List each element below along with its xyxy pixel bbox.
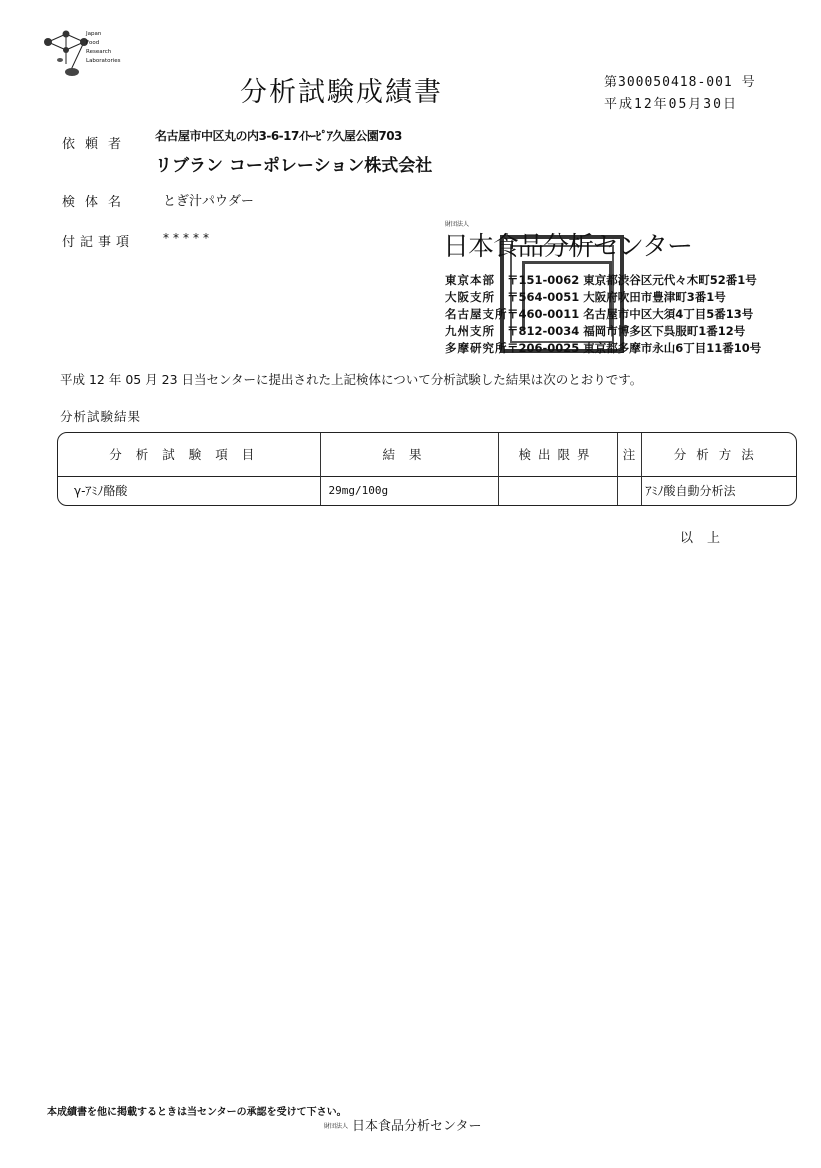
office-name: 多摩研究所 — [445, 341, 508, 355]
footer-notice: 本成績書を他に掲載するときは当センターの承認を受けて下さい。 — [47, 1107, 347, 1118]
results-heading: 分析試験結果 — [60, 409, 142, 424]
office-item — [445, 323, 805, 340]
sample-label: 検体名 — [62, 195, 132, 210]
header-note: 注 — [617, 433, 641, 476]
cell-detection-limit — [498, 476, 617, 505]
document-date: 平成12年05月30日 — [604, 97, 738, 112]
sample-name: とぎ汁パウダー — [163, 194, 254, 209]
cell-test-item: γ-ｱﾐﾉ酪酸 — [74, 484, 128, 499]
footer-corp-type: 財団法人 — [324, 1123, 349, 1130]
office-address: 〒460-0011 名古屋市中区大須4丁目5番13号 — [507, 307, 754, 321]
header-method: 分析方法 — [641, 433, 796, 476]
requester-address: 名古屋市中区丸の内3-6-17ｲﾄｰﾋﾟｱ久屋公園703 — [155, 129, 402, 143]
header-result: 結果 — [320, 433, 498, 476]
notes-value: ***** — [163, 231, 213, 245]
header-test-item: 分析試験項目 — [109, 447, 269, 463]
cell-result: 29mg/100g — [320, 476, 498, 505]
office-name: 大阪支所 — [445, 290, 495, 304]
office-address: 〒812-0034 福岡市博多区下呉服町1番12号 — [507, 324, 746, 338]
office-list — [445, 272, 805, 357]
office-address: 〒206-0025 東京都多摩市永山6丁目11番10号 — [507, 341, 762, 355]
center-corp-type: 財団法人 — [445, 221, 470, 228]
results-table — [57, 432, 797, 506]
office-name: 東京本部 — [445, 273, 495, 287]
logo-text: Japan Food Research Laboratories — [86, 31, 121, 64]
table-row — [58, 476, 796, 505]
requester-name: リブラン コーポレーション株式会社 — [155, 156, 433, 176]
cell-note — [617, 476, 641, 505]
document-number: 第300050418-001 号 — [604, 75, 756, 90]
office-address: 〒151-0062 東京都渋谷区元代々木町52番1号 — [507, 273, 757, 287]
notes-label: 付記事項 — [62, 235, 135, 250]
table-header-row — [58, 433, 796, 476]
cell-method: ｱﾐﾉ酸自動分析法 — [641, 476, 796, 505]
office-address: 〒564-0051 大阪府吹田市豊津町3番1号 — [507, 290, 726, 304]
footer-center-name: 日本食品分析センター — [352, 1118, 482, 1133]
office-name: 名古屋支所 — [445, 307, 508, 321]
requester-label: 依頼者 — [62, 137, 132, 152]
office-name: 九州支所 — [445, 324, 495, 338]
result-statement: 平成 12 年 05 月 23 日当センターに提出された上記検体について分析試験した結果は次のとおりです。 — [60, 372, 643, 387]
header-detection-limit: 検出限界 — [498, 433, 617, 476]
office-item — [445, 289, 805, 306]
office-item — [445, 306, 805, 323]
closing-mark: 以上 — [680, 531, 735, 546]
office-item — [445, 272, 805, 289]
document-title: 分析試験成績書 — [240, 77, 443, 108]
office-item — [445, 340, 805, 357]
center-name: 日本食品分析センター — [443, 231, 692, 261]
